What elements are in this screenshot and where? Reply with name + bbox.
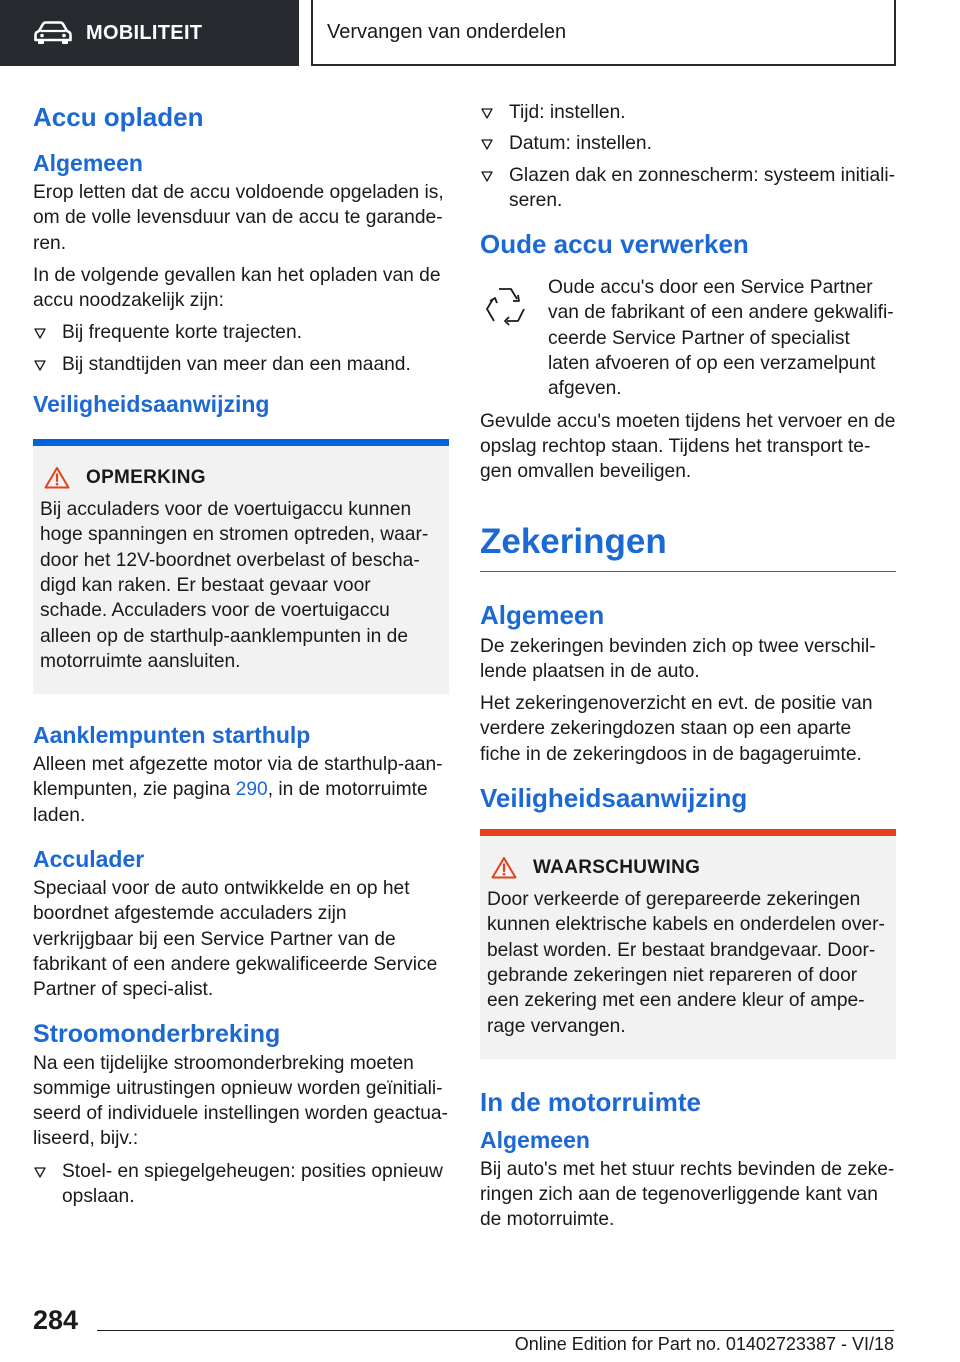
motorruimte-paragraph: Bij auto's met het stuur rechts bevinden de zeke-ringen zich aan de tegenoverliggende kant van de motorruimte. bbox=[480, 1158, 895, 1231]
aanklempunten-paragraph: Alleen met afgezette motor via de starthulp-aan-klempunten, zie pagina 290, in de motorruimte laden. bbox=[33, 754, 443, 826]
header-chapter-tab bbox=[311, 0, 896, 66]
zekeringen-veiligheid-heading: Veiligheidsaanwijzing bbox=[480, 783, 748, 814]
motorruimte-heading: In de motorruimte bbox=[480, 1086, 702, 1117]
algemeen-paragraph-2: In de volgende gevallen kan het opladen van de accu noodzakelijk zijn: bbox=[33, 264, 441, 312]
footer-divider bbox=[97, 1330, 894, 1331]
veiligheid-heading: Veiligheidsaanwijzing bbox=[33, 391, 270, 418]
recycle-icon bbox=[480, 281, 530, 331]
reinit-list-continued bbox=[480, 100, 896, 213]
oude-accu-paragraph: Oude accu's door een Service Partner van de fabrikant of een andere gekwalifi-ceerde Service Partner of specialist laten afvoeren of op een verzamelpunt afgeven. bbox=[548, 277, 894, 400]
page-number: 284 bbox=[33, 1305, 79, 1335]
list-item-text: Bij frequente korte trajecten. bbox=[62, 322, 302, 344]
notice-text: Bij acculaders voor de voertuigaccu kunnen hoge spanningen en stromen optreden, waar-door het 12V-boordnet overbelast of bescha-digd kan raken. Er bestaat gevaar voor schade. Acculaders voor de voertuigaccu alleen op de starthulp-aanklempunten in de motorruimte aansluiten. bbox=[40, 499, 429, 672]
charging-cases-list bbox=[33, 320, 449, 377]
list-item bbox=[480, 163, 896, 214]
zekeringen-algemeen-heading: Algemeen bbox=[480, 599, 605, 630]
notice-header bbox=[40, 466, 442, 489]
list-item bbox=[33, 352, 449, 377]
list-item-text: Datum: instellen. bbox=[509, 133, 652, 155]
list-item-text: Tijd: instellen. bbox=[509, 102, 626, 123]
oude-accu-paragraph-2: Gevulde accu's moeten tijdens het vervoer en de opslag rechtop staan. Tijdens het transport te-gen omvallen beveiligen. bbox=[480, 410, 896, 483]
warning-title: WAARSCHUWING bbox=[533, 856, 701, 878]
chapter-label: Vervangen van onderdelen bbox=[327, 20, 567, 43]
list-item-text: Stoel- en spiegelgeheugen: posities opnieuw opslaan. bbox=[62, 1160, 443, 1208]
warning-text: Door verkeerde of gerepareerde zekeringen kunnen elektrische kabels en onderdelen over-belast worden. Er bestaat brandgevaar. Door-gebrande zekeringen niet repareren of door een zekering met een andere kleur of ampe-rage vervangen. bbox=[487, 889, 885, 1037]
warning-box bbox=[480, 829, 896, 1059]
triangle-bullet-icon bbox=[34, 1167, 46, 1178]
oude-accu-heading: Oude accu verwerken bbox=[480, 229, 749, 260]
warning-header bbox=[487, 856, 889, 879]
recycle-note bbox=[480, 275, 896, 401]
triangle-bullet-icon bbox=[481, 139, 493, 150]
list-item bbox=[33, 320, 449, 345]
algemeen-heading: Algemeen bbox=[33, 150, 143, 176]
triangle-bullet-icon bbox=[481, 171, 493, 182]
list-item bbox=[33, 1159, 449, 1210]
list-item bbox=[480, 100, 896, 125]
page-link[interactable]: 290 bbox=[235, 779, 268, 801]
warning-triangle-icon bbox=[44, 466, 70, 489]
reinit-list bbox=[33, 1159, 449, 1210]
zekeringen-paragraph-1: De zekeringen bevinden zich op twee verschil-lende plaatsen in de auto. bbox=[480, 635, 876, 682]
motorruimte-algemeen-heading: Algemeen bbox=[480, 1126, 590, 1153]
triangle-bullet-icon bbox=[34, 328, 46, 339]
stroomonderbreking-heading: Stroomonderbreking bbox=[33, 1019, 281, 1048]
edition-footer: Online Edition for Part no. 01402723387 - VI/18 bbox=[514, 1334, 894, 1354]
right-column bbox=[480, 100, 896, 1240]
warning-triangle-icon bbox=[491, 856, 517, 879]
accu-opladen-heading: Accu opladen bbox=[33, 102, 204, 132]
algemeen-paragraph-1: Erop letten dat de accu voldoende opgeladen is, om de volle levensduur van de accu te garande-ren. bbox=[33, 182, 444, 254]
triangle-bullet-icon bbox=[481, 108, 493, 119]
header-section-tab bbox=[0, 0, 299, 66]
list-item bbox=[480, 131, 896, 156]
aanklempunten-heading: Aanklempunten starthulp bbox=[33, 722, 311, 749]
section-label: MOBILITEIT bbox=[86, 21, 203, 44]
stroomonderbreking-paragraph: Na een tijdelijke stroomonderbreking moeten sommige uitrustingen opnieuw worden geïnitiali-seerd of individuele instellingen worden geactua-liseerd, bijv.: bbox=[33, 1052, 448, 1150]
triangle-bullet-icon bbox=[34, 360, 46, 371]
list-item-text: Bij standtijden van meer dan een maand. bbox=[62, 353, 411, 375]
car-icon bbox=[34, 21, 72, 45]
notice-title: OPMERKING bbox=[86, 466, 206, 488]
acculader-heading: Acculader bbox=[33, 846, 145, 873]
acculader-paragraph: Speciaal voor de auto ontwikkelde en op het boordnet afgestemde acculaders zijn verkrijgbaar bij een Service Partner van de fabrikant of een andere gekwalificeerde Service Partner of speci-alist. bbox=[33, 878, 438, 1001]
zekeringen-chapter-heading: Zekeringen bbox=[480, 519, 896, 572]
list-item-text: Glazen dak en zonnescherm: systeem initiali-seren. bbox=[509, 164, 896, 211]
notice-box bbox=[33, 439, 449, 694]
left-column bbox=[33, 100, 449, 1218]
zekeringen-paragraph-2: Het zekeringenoverzicht en evt. de positie van verdere zekeringdozen staan op een aparte fiche in de zekeringdoos in de bagageruimte. bbox=[480, 693, 873, 765]
